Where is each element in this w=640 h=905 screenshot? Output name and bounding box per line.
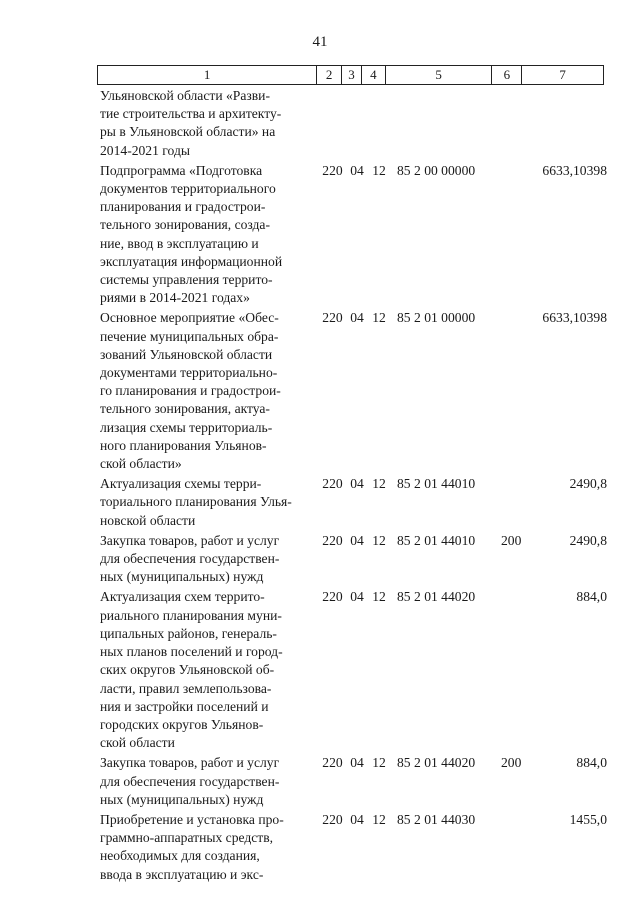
- header-col-7: 7: [559, 67, 566, 82]
- row-cell-c7: 1455,0: [569, 811, 607, 827]
- row-name-line: ласти, правил землепользова-: [100, 680, 272, 696]
- row-name-line: риями в 2014-2021 годах»: [100, 290, 250, 306]
- row-name-line: документов территориального: [100, 181, 276, 197]
- row-cell-c2: 220: [322, 589, 343, 605]
- row-name-line: для обеспечения государствен-: [100, 551, 280, 567]
- row-name-line: тельного зонирования, актуа-: [100, 401, 270, 417]
- row-cell-c6: [501, 87, 527, 160]
- table-header-row: [97, 65, 604, 85]
- row-name-line: ние, ввод в эксплуатацию и: [100, 235, 259, 251]
- row-name-line: ных (муниципальных) нужд: [100, 791, 264, 807]
- row-cell-c4: 12: [372, 310, 386, 326]
- row-cell-c7: 2490,8: [569, 476, 607, 492]
- row-name-line: тельного зонирования, созда-: [100, 217, 270, 233]
- row-name-line: 2014-2021 годы: [100, 142, 190, 158]
- table-row: [97, 532, 607, 587]
- row-cell-c7: 884,0: [576, 589, 607, 605]
- row-cell-c5: 85 2 00 00000: [397, 162, 476, 178]
- row-name-line: Подпрограмма «Подготовка: [100, 162, 263, 178]
- row-name-line: ской области»: [100, 456, 182, 472]
- row-name-line: Закупка товаров, работ и услуг: [100, 755, 280, 771]
- row-cell-c6: 200: [501, 532, 522, 548]
- row-name-line: ных (муниципальных) нужд: [100, 569, 264, 585]
- header-col-5: 5: [386, 66, 493, 84]
- row-cell-c4: 12: [372, 589, 386, 605]
- row-cell-c4: 12: [372, 532, 386, 548]
- row-cell-c5: 85 2 01 44010: [397, 476, 476, 492]
- row-cell-c3: 04: [350, 162, 364, 178]
- row-cell-c7: 884,0: [576, 755, 607, 771]
- row-cell-c4: 12: [372, 476, 386, 492]
- row-name-line: тие строительства и архитекту-: [100, 106, 282, 122]
- row-cell-c3: 04: [350, 532, 364, 548]
- header-col-2: 2: [317, 66, 342, 84]
- row-name-line: печение муниципальных обра-: [100, 328, 279, 344]
- row-cell-c2: 220: [322, 532, 343, 548]
- row-name: [97, 811, 314, 884]
- table-row: [97, 588, 607, 752]
- row-cell-c5: 85 2 01 44020: [397, 589, 476, 605]
- row-name-line: Приобретение и установка про-: [100, 811, 284, 827]
- row-cell-c2: 220: [322, 476, 343, 492]
- header-col-6: 6: [492, 66, 522, 84]
- row-name-line: ских округов Ульяновской об-: [100, 662, 275, 678]
- row-name-line: планирования и градострои-: [100, 199, 266, 215]
- row-name-line: ввода в эксплуатацию и экс-: [100, 866, 264, 882]
- row-cell-c5: 85 2 01 44030: [397, 811, 476, 827]
- row-cell-c7: [527, 87, 607, 160]
- row-name-line: го планирования и градострои-: [100, 383, 281, 399]
- row-name-line: риального планирования муни-: [100, 607, 282, 623]
- row-cell-c6: [501, 475, 527, 530]
- row-name-line: для обеспечения государствен-: [100, 773, 280, 789]
- row-name-line: Ульяновской области «Разви-: [100, 88, 270, 103]
- row-cell-c4: 12: [372, 162, 386, 178]
- row-cell-c2: [314, 87, 347, 160]
- row-name-line: системы управления террито-: [100, 272, 273, 288]
- row-name-line: Актуализация схем террито-: [100, 589, 265, 605]
- table-row: [97, 87, 607, 160]
- row-cell-c6: [501, 588, 527, 752]
- row-name: [97, 754, 314, 809]
- row-cell-c6: 200: [501, 755, 522, 771]
- row-name-line: Актуализация схемы терри-: [100, 476, 262, 492]
- row-name-line: Закупка товаров, работ и услуг: [100, 532, 280, 548]
- header-col-1: 1: [98, 66, 317, 84]
- row-cell-c3: 04: [350, 310, 364, 326]
- row-cell-c3: 04: [350, 811, 364, 827]
- row-cell-c5: 85 2 01 44020: [397, 755, 476, 771]
- row-cell-c3: 04: [350, 755, 364, 771]
- row-cell-c3: [347, 87, 367, 160]
- row-name-line: ториального планирования Улья-: [100, 494, 292, 510]
- row-cell-c7: 2490,8: [569, 532, 607, 548]
- row-spacer: [97, 884, 607, 886]
- row-name: [97, 588, 314, 752]
- row-name-line: лизация схемы территориаль-: [100, 419, 273, 435]
- row-cell-c4: 12: [372, 811, 386, 827]
- table-row: [97, 754, 607, 809]
- table-row: [97, 475, 607, 530]
- row-cell-c2: 220: [322, 310, 343, 326]
- row-cell-c7: 6633,10398: [542, 310, 607, 326]
- row-cell-c2: 220: [322, 811, 343, 827]
- row-name-line: Основное мероприятие «Обес-: [100, 310, 279, 326]
- row-cell-c3: 04: [350, 476, 364, 492]
- row-cell-c6: [501, 162, 527, 308]
- row-cell-c4: [367, 87, 391, 160]
- row-name: [97, 87, 314, 160]
- table-body: [97, 87, 607, 886]
- row-name: [97, 475, 314, 530]
- row-name-line: ния и застройки поселений и: [100, 698, 269, 714]
- header-col-4: 4: [362, 66, 386, 84]
- row-name-line: ных планов поселений и город-: [100, 644, 283, 660]
- row-name-line: новской области: [100, 512, 196, 528]
- page-number: 41: [312, 34, 328, 50]
- row-cell-c5: [391, 87, 501, 160]
- row-cell-c7: 6633,10398: [542, 162, 607, 178]
- row-name-line: городских округов Ульянов-: [100, 716, 264, 732]
- row-cell-c4: 12: [372, 755, 386, 771]
- row-name: [97, 162, 314, 308]
- row-cell-c6: [501, 309, 527, 473]
- header-col-3: 3: [342, 66, 362, 84]
- row-name-line: необходимых для создания,: [100, 848, 260, 864]
- row-name-line: ципальных районов, генераль-: [100, 625, 277, 641]
- row-cell-c5: 85 2 01 44010: [397, 532, 476, 548]
- row-name: [97, 532, 314, 587]
- row-name: [97, 309, 314, 473]
- row-cell-c2: 220: [322, 755, 343, 771]
- row-name-line: эксплуатация информационной: [100, 253, 283, 269]
- row-name-line: ры в Ульяновской области» на: [100, 124, 276, 140]
- row-name-line: документами территориально-: [100, 365, 278, 381]
- table-row: [97, 309, 607, 473]
- row-cell-c3: 04: [350, 589, 364, 605]
- row-name-line: зований Ульяновской области: [100, 346, 273, 362]
- table-row: [97, 162, 607, 308]
- row-cell-c6: [501, 811, 527, 884]
- table-row: [97, 811, 607, 884]
- row-name-line: граммно-аппаратных средств,: [100, 830, 274, 846]
- row-cell-c5: 85 2 01 00000: [397, 310, 476, 326]
- row-cell-c2: 220: [322, 162, 343, 178]
- row-name-line: ного планирования Ульянов-: [100, 437, 267, 453]
- row-name-line: ской области: [100, 735, 175, 751]
